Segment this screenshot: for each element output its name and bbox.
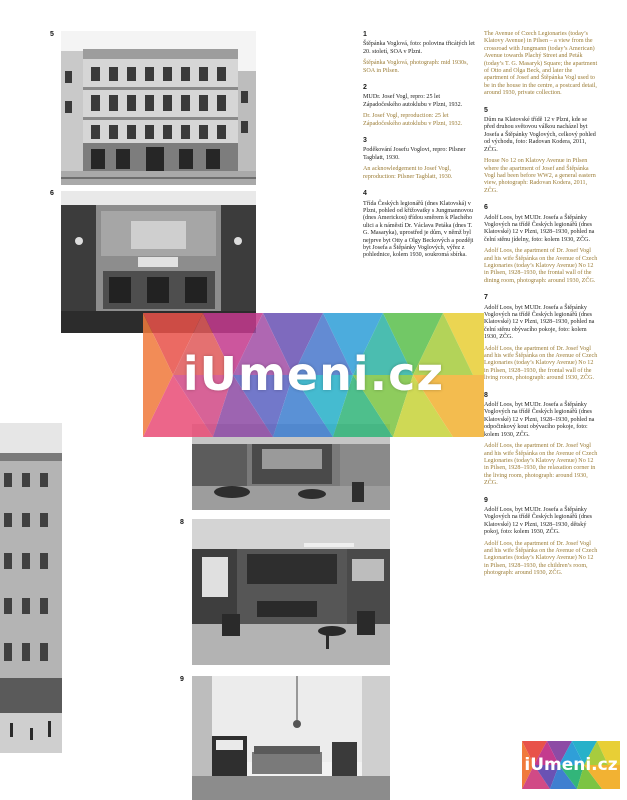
caption-czech: Poděkování Josefu Voglovi, repro: Pilsner Tagblatt, 1930.	[363, 147, 466, 161]
street-postcard-photo	[0, 423, 62, 753]
caption-number: 9	[484, 496, 488, 504]
caption-number: 2	[363, 84, 367, 92]
caption-english: Adolf Loos, the apartment of Dr. Josef Vogl and his wife Štěpánka on the Avenue of Czech Legionaries (today’s Klatovy Avenue) No 12 in Pilsen, 1928–1930, the frontal wall of the living room, photograph: around 1930, ZČG.	[484, 345, 598, 382]
relaxation-corner-photo	[192, 519, 390, 665]
caption-9	[484, 497, 598, 578]
caption-number: 1	[363, 31, 367, 38]
caption-czech: Štěpánka Voglová, foto: polovina třicátých let 20. století, SOA v Plzni.	[363, 41, 475, 55]
caption-czech: Adolf Loos, byt MUDr. Josefa a Štěpánky Voglových na třídě Českých legionářů (dnes Klatovské) 12 v Plzni, 1928–1930, pohled na čelní stěnu obývacího pokoje, foto: kolem 1930, ZČG.	[484, 304, 595, 341]
caption-czech: Adolf Loos, byt MUDr. Josefa a Štěpánky Voglových na třídě Českých legionářů (dnes Klatovské) 12 v Plzni, 1928–1930, pohled na odpočinkový kout obývacího pokoje, foto: kolem 1930, ZČG.	[484, 402, 595, 438]
photo-number-6: 6	[50, 190, 54, 197]
caption-2	[363, 84, 477, 128]
caption-english: Adolf Loos, the apartment of Dr. Josef Vogl and his wife Štěpánka on the Avenue of Czech Legionaries (today’s Klatovy Avenue) No 12 in Pilsen, 1928–1930, the relaxation corner in the living room, photograph: around 1930, ZČG.	[484, 443, 598, 487]
caption-czech: Adolf Loos, byt MUDr. Josefa a Štěpánky Voglových na třídě Českých legionářů (dnes Klatovské) 12 v Plzni, 1928–1930, dětský pokoj, foto: kolem 1930, ZČG.	[484, 506, 593, 536]
caption-3	[363, 137, 477, 181]
caption-czech: Adolf Loos, byt MUDr. Josefa a Štěpánky Voglových na třídě Českých legionářů (dnes Klatovské) 12 v Plzni, 1928–1930, pohled na čelní stěnu jídelny, foto: kolem 1930, ZČG.	[484, 214, 595, 243]
caption-english: Adolf Loos, the apartment of Dr. Josef Vogl and his wife Štěpánka on the Avenue of Czech Legionaries (today’s Klatovy Avenue) No 12 in Pilsen, 1928–1930, the frontal wall of the dining room, photograph: around 1930, ZČG.	[484, 248, 598, 284]
caption-column-left	[363, 31, 477, 260]
caption-column-right	[484, 31, 598, 587]
photo-number-5: 5	[50, 31, 54, 38]
caption-6	[484, 204, 598, 285]
photo-number-8: 8	[180, 519, 184, 526]
caption-number: 4	[363, 190, 367, 198]
watermark-text: iUmeni.cz	[182, 347, 445, 401]
caption-english: Adolf Loos, the apartment of Dr. Josef Vogl and his wife Štěpánka on the Avenue of Czech Legionaries (today’s Klatovy Avenue) No 12 in Pilsen, 1928–1930, the children’s room, photograph: around 1930, ZČG.	[484, 540, 598, 577]
photo-number-9: 9	[180, 676, 184, 683]
building-facade-photo	[61, 31, 256, 185]
caption-4-english	[484, 31, 598, 98]
caption-english: An acknowledgement to Josef Vogl, reproduction: Pilsner Tagblatt, 1930.	[363, 166, 453, 180]
caption-czech: Dům na Klatovské třídě 12 v Plzni, kde se před druhou světovou válkou nacházel byt Josefa a Štěpánky Voglových, celkový pohled od východu, foto: Radovan Kodera, 2011, ZČG.	[484, 117, 596, 153]
caption-1	[363, 31, 477, 75]
caption-number: 5	[484, 106, 488, 114]
caption-number: 8	[484, 391, 488, 399]
caption-czech: MUDr. Josef Vogl, repro: 25 let Západočeského autoklubu v Plzni, 1932.	[363, 94, 463, 108]
logo-text: iUmeni.cz	[524, 755, 618, 775]
childrens-room-photo	[192, 676, 390, 800]
caption-5	[484, 107, 598, 195]
dining-room-photo	[61, 191, 256, 333]
caption-number: 3	[363, 137, 367, 145]
caption-8	[484, 392, 598, 488]
caption-czech: Třída Českých legionářů (dnes Klatovská) v Plzni, pohled od křižovatky s Jungmannovou (dnes Americkou) třídou směrem k Plachého ulici a k náměstí Dr. Václava Petáka (dnes T. G. Masaryka), uprostřed je dům, v němž byl nejprve byt Otty a Olgy Beckových a později byt Josefa a Štěpánky Voglových, výřez z pohlednice, kolem 1930, soukromá sbírka.	[363, 200, 474, 259]
site-logo[interactable]	[522, 741, 620, 789]
caption-english: Štěpánka Voglová, photograph: mid 1930s, SOA in Pilsen.	[363, 60, 469, 74]
caption-7	[484, 294, 598, 382]
caption-english: Dr. Josef Vogl, reproduction: 25 let Západočeského autoklubu v Plzni, 1932.	[363, 113, 463, 127]
caption-english: The Avenue of Czech Legionaries (today’s Klatovy Avenue) in Pilsen – a view from the crossroad with Jungmann (today’s American) Avenue towards Plachý Street and Peták (today’s T. G. Masaryk) Square; the apartment of Otto and Olga Beck, and later the apartment of Josef and Štěpánka Vogl used to be in the house in the centre, a postcard detail, around 1930, private collection.	[484, 31, 598, 97]
caption-4	[363, 190, 477, 260]
caption-number: 7	[484, 294, 488, 302]
watermark	[143, 313, 484, 437]
caption-english: House No 12 on Klatovy Avenue in Pilsen where the apartment of Josef and Štěpánka Vogl had been before WW2, a general eastern view, photograph: Radovan Kodera, 2011, ZČG.	[484, 158, 596, 194]
caption-number: 6	[484, 204, 488, 212]
